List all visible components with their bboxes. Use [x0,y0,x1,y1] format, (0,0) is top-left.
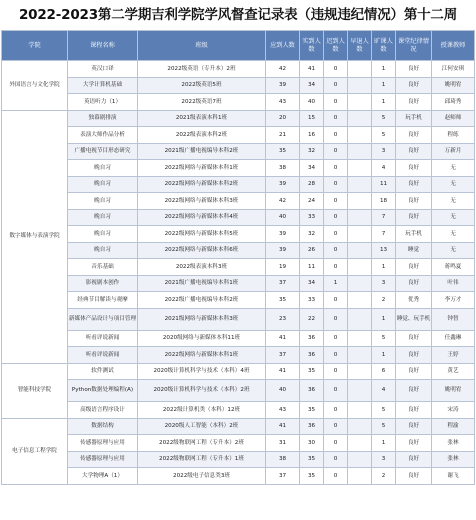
expected-count-cell: 37 [266,347,300,364]
teacher-cell: 任鑫琳 [432,330,475,347]
absent-count-cell: 18 [372,193,396,210]
course-cell: 经典节目解读与观摩 [68,292,138,309]
late-count-cell: 0 [324,451,348,468]
discipline-cell: 良好 [396,61,432,78]
present-count-cell: 32 [300,226,324,243]
teacher-cell: 无 [432,160,475,177]
absent-count-cell: 1 [372,77,396,94]
present-count-cell: 36 [300,418,324,435]
table-row [2,110,475,127]
table-row [2,451,475,468]
teacher-cell: 赵师师 [432,110,475,127]
expected-count-cell: 35 [266,292,300,309]
discipline-cell: 玩手机 [396,110,432,127]
expected-count-cell: 40 [266,209,300,226]
course-cell: 英语听力（1） [68,94,138,111]
discipline-cell: 良好 [396,259,432,276]
present-count-cell: 33 [300,209,324,226]
absent-count-cell: 2 [372,292,396,309]
early-leave-cell [348,275,372,292]
column-header: 应到人数 [266,31,300,61]
teacher-cell: 张林 [432,435,475,452]
table-row [2,347,475,364]
early-leave-cell [348,363,372,380]
table-row [2,363,475,380]
teacher-cell: 钟智 [432,308,475,330]
early-leave-cell [348,209,372,226]
teacher-cell: 程练 [432,127,475,144]
expected-count-cell: 43 [266,94,300,111]
class-cell: 2020级网络与新媒体本科11班 [138,330,266,347]
course-cell: 数据结构 [68,418,138,435]
page-title: 2022-2023第二学期吉利学院学风督查记录表（违规违纪情况）第十二周 [18,7,458,23]
class-cell: 2022级网络与新媒体本科2班 [138,176,266,193]
expected-count-cell: 20 [266,110,300,127]
expected-count-cell: 39 [266,176,300,193]
early-leave-cell [348,110,372,127]
table-row [2,242,475,259]
late-count-cell: 0 [324,127,348,144]
table-row [2,226,475,243]
late-count-cell: 0 [324,77,348,94]
present-count-cell: 34 [300,77,324,94]
table-row [2,127,475,144]
course-cell: 高级语言程序设计 [68,402,138,419]
discipline-cell: 良好 [396,435,432,452]
table-row [2,275,475,292]
discipline-cell: 良好 [396,451,432,468]
course-cell: 晚自习 [68,193,138,210]
table-row [2,77,475,94]
teacher-cell: 无 [432,193,475,210]
early-leave-cell [348,308,372,330]
expected-count-cell: 39 [266,242,300,259]
course-cell: 听看评说新闻 [68,330,138,347]
absent-count-cell: 4 [372,380,396,402]
teacher-cell: 程渝 [432,418,475,435]
teacher-cell: 无 [432,176,475,193]
class-cell: 2021级广播电视编导本科2班 [138,143,266,160]
late-count-cell: 0 [324,94,348,111]
late-count-cell: 0 [324,160,348,177]
early-leave-cell [348,176,372,193]
present-count-cell: 36 [300,330,324,347]
late-count-cell: 0 [324,176,348,193]
expected-count-cell: 41 [266,330,300,347]
absent-count-cell: 7 [372,226,396,243]
teacher-cell: 江何安琪 [432,61,475,78]
present-count-cell: 33 [300,292,324,309]
class-cell: 2022级表演本科2班 [138,127,266,144]
class-cell: 2022级表演本科3班 [138,259,266,276]
teacher-cell: 姚明宥 [432,380,475,402]
discipline-cell: 良好 [396,347,432,364]
late-count-cell: 0 [324,292,348,309]
attendance-table [1,30,475,485]
table-row [2,94,475,111]
expected-count-cell: 21 [266,127,300,144]
course-cell: 大学物理A（1） [68,468,138,485]
early-leave-cell [348,242,372,259]
early-leave-cell [348,143,372,160]
teacher-cell: 蒋鸣夏 [432,259,475,276]
discipline-cell: 良好 [396,275,432,292]
discipline-cell: 良好 [396,363,432,380]
absent-count-cell: 5 [372,402,396,419]
absent-count-cell: 3 [372,143,396,160]
absent-count-cell: 13 [372,242,396,259]
class-cell: 2022级网络与新媒体本科5班 [138,226,266,243]
discipline-cell: 睡觉 [396,242,432,259]
early-leave-cell [348,347,372,364]
expected-count-cell: 23 [266,308,300,330]
present-count-cell: 34 [300,275,324,292]
absent-count-cell: 7 [372,209,396,226]
teacher-cell: 邱琦秀 [432,94,475,111]
class-cell: 2021级广播电视编导本科1班 [138,275,266,292]
late-count-cell: 0 [324,330,348,347]
teacher-cell: 姚明宥 [432,77,475,94]
late-count-cell: 0 [324,143,348,160]
course-cell: 晚自习 [68,242,138,259]
late-count-cell: 0 [324,242,348,259]
column-header: 旷课人数 [372,31,396,61]
expected-count-cell: 40 [266,380,300,402]
absent-count-cell: 6 [372,363,396,380]
present-count-cell: 32 [300,143,324,160]
class-cell: 2022级物联网工程（专升本）2班 [138,435,266,452]
absent-count-cell: 3 [372,275,396,292]
college-cell: 电子信息工程学院 [2,418,68,484]
late-count-cell: 0 [324,226,348,243]
discipline-cell: 良好 [396,160,432,177]
teacher-cell: 张林 [432,451,475,468]
column-header: 课堂纪律情况 [396,31,432,61]
course-cell: 大学计算机基础 [68,77,138,94]
late-count-cell: 1 [324,275,348,292]
discipline-cell: 良好 [396,143,432,160]
course-cell: 晚自习 [68,209,138,226]
early-leave-cell [348,435,372,452]
table-row [2,259,475,276]
absent-count-cell: 11 [372,176,396,193]
class-cell: 2020级人工智能（本科）2班 [138,418,266,435]
course-cell: 传感器原理与应用 [68,451,138,468]
late-count-cell: 0 [324,347,348,364]
class-cell: 2022级网络与新媒体本科3班 [138,193,266,210]
table-body [2,61,475,485]
discipline-cell: 良好 [396,77,432,94]
class-cell: 2022级英语（专升本）2班 [138,61,266,78]
course-cell: 独幕剧排演 [68,110,138,127]
absent-count-cell: 5 [372,127,396,144]
class-cell: 2022级网络与新媒体本科4班 [138,209,266,226]
course-cell: 听看评说新闻 [68,347,138,364]
expected-count-cell: 19 [266,259,300,276]
teacher-cell: 无 [432,209,475,226]
course-cell: 广播电视节目形态研究 [68,143,138,160]
expected-count-cell: 37 [266,275,300,292]
discipline-cell: 良好 [396,380,432,402]
teacher-cell: 谢飞 [432,468,475,485]
absent-count-cell: 1 [372,259,396,276]
present-count-cell: 35 [300,402,324,419]
expected-count-cell: 43 [266,402,300,419]
discipline-cell: 良好 [396,209,432,226]
course-cell: 音乐基础 [68,259,138,276]
early-leave-cell [348,94,372,111]
late-count-cell: 0 [324,209,348,226]
teacher-cell: 王婷 [432,347,475,364]
course-cell: 晚自习 [68,176,138,193]
discipline-cell: 良好 [396,418,432,435]
table-row [2,61,475,78]
class-cell: 2022级网络与新媒体本科1班 [138,160,266,177]
table-row [2,176,475,193]
present-count-cell: 15 [300,110,324,127]
expected-count-cell: 41 [266,363,300,380]
early-leave-cell [348,226,372,243]
expected-count-cell: 37 [266,468,300,485]
teacher-cell: 宋涛 [432,402,475,419]
table-row [2,468,475,485]
absent-count-cell: 1 [372,308,396,330]
late-count-cell: 0 [324,468,348,485]
late-count-cell: 0 [324,61,348,78]
teacher-cell: 李万才 [432,292,475,309]
course-cell: Python数据处理编程(A) [68,380,138,402]
course-cell: 影视剧本创作 [68,275,138,292]
column-header: 授课教师 [432,31,475,61]
present-count-cell: 35 [300,468,324,485]
present-count-cell: 28 [300,176,324,193]
absent-count-cell: 1 [372,94,396,111]
course-cell: 晚自习 [68,226,138,243]
present-count-cell: 16 [300,127,324,144]
absent-count-cell: 1 [372,61,396,78]
present-count-cell: 26 [300,242,324,259]
expected-count-cell: 42 [266,193,300,210]
table-row [2,330,475,347]
expected-count-cell: 38 [266,451,300,468]
college-cell: 智能科技学院 [2,363,68,418]
teacher-cell: 叶伟 [432,275,475,292]
column-header: 班级 [138,31,266,61]
teacher-cell: 无 [432,242,475,259]
discipline-cell: 睡觉、玩手机 [396,308,432,330]
discipline-cell: 良好 [396,193,432,210]
early-leave-cell [348,61,372,78]
absent-count-cell: 1 [372,347,396,364]
discipline-cell: 良好 [396,127,432,144]
early-leave-cell [348,451,372,468]
expected-count-cell: 35 [266,143,300,160]
early-leave-cell [348,160,372,177]
present-count-cell: 30 [300,435,324,452]
class-cell: 2022级英语5班 [138,77,266,94]
present-count-cell: 11 [300,259,324,276]
class-cell: 2022级英语7班 [138,94,266,111]
class-cell: 2020级计算机科学与技术（本科）4班 [138,363,266,380]
absent-count-cell: 1 [372,435,396,452]
early-leave-cell [348,77,372,94]
absent-count-cell: 2 [372,468,396,485]
present-count-cell: 36 [300,347,324,364]
absent-count-cell: 5 [372,418,396,435]
present-count-cell: 41 [300,61,324,78]
discipline-cell: 良好 [396,176,432,193]
expected-count-cell: 39 [266,77,300,94]
table-row [2,418,475,435]
column-header: 课程名称 [68,31,138,61]
early-leave-cell [348,330,372,347]
class-cell: 2022级网络与新媒体本科6班 [138,242,266,259]
early-leave-cell [348,418,372,435]
course-cell: 英汉口译 [68,61,138,78]
expected-count-cell: 42 [266,61,300,78]
absent-count-cell: 5 [372,110,396,127]
late-count-cell: 0 [324,193,348,210]
expected-count-cell: 38 [266,160,300,177]
present-count-cell: 34 [300,160,324,177]
late-count-cell: 0 [324,380,348,402]
table-row [2,380,475,402]
early-leave-cell [348,193,372,210]
absent-count-cell: 4 [372,160,396,177]
expected-count-cell: 31 [266,435,300,452]
course-cell: 晚自习 [68,160,138,177]
college-cell: 数字媒体与表演学院 [2,110,68,363]
early-leave-cell [348,292,372,309]
late-count-cell: 0 [324,259,348,276]
late-count-cell: 0 [324,402,348,419]
table-row [2,143,475,160]
early-leave-cell [348,259,372,276]
teacher-cell: 黄艺 [432,363,475,380]
discipline-cell: 良好 [396,330,432,347]
early-leave-cell [348,402,372,419]
expected-count-cell: 41 [266,418,300,435]
absent-count-cell: 5 [372,330,396,347]
discipline-cell: 优秀 [396,292,432,309]
table-row [2,308,475,330]
table-row [2,160,475,177]
column-header: 学院 [2,31,68,61]
early-leave-cell [348,380,372,402]
table-row [2,193,475,210]
college-cell: 外国语言与文化学院 [2,61,68,111]
present-count-cell: 35 [300,451,324,468]
class-cell: 2022级电子信息类3班 [138,468,266,485]
class-cell: 2022级物联网工程（专升本）1班 [138,451,266,468]
present-count-cell: 35 [300,363,324,380]
class-cell: 2022级广播电视编导本科2班 [138,292,266,309]
present-count-cell: 24 [300,193,324,210]
class-cell: 2021级表演本科1班 [138,110,266,127]
early-leave-cell [348,127,372,144]
course-cell: 新媒体产品设计与项目管理 [68,308,138,330]
late-count-cell: 0 [324,363,348,380]
late-count-cell: 0 [324,110,348,127]
class-cell: 2022级网络与新媒体本科1班 [138,347,266,364]
course-cell: 软件测试 [68,363,138,380]
late-count-cell: 0 [324,308,348,330]
discipline-cell: 良好 [396,402,432,419]
table-row [2,402,475,419]
teacher-cell: 万新月 [432,143,475,160]
present-count-cell: 36 [300,380,324,402]
discipline-cell: 玩手机 [396,226,432,243]
column-header: 早退人数 [348,31,372,61]
discipline-cell: 良好 [396,94,432,111]
early-leave-cell [348,468,372,485]
expected-count-cell: 39 [266,226,300,243]
present-count-cell: 40 [300,94,324,111]
column-header: 实到人数 [300,31,324,61]
table-row [2,209,475,226]
table-row [2,292,475,309]
class-cell: 2021级网络与新媒体本科3班 [138,308,266,330]
class-cell: 2022级计算机类（本科）12班 [138,402,266,419]
late-count-cell: 0 [324,435,348,452]
column-header: 迟到人数 [324,31,348,61]
header-row [2,31,475,61]
teacher-cell: 无 [432,226,475,243]
table-row [2,435,475,452]
discipline-cell: 良好 [396,468,432,485]
late-count-cell: 0 [324,418,348,435]
class-cell: 2020级计算机科学与技术（本科）2班 [138,380,266,402]
course-cell: 表演大师作品分析 [68,127,138,144]
present-count-cell: 22 [300,308,324,330]
course-cell: 传感器原理与应用 [68,435,138,452]
absent-count-cell: 3 [372,451,396,468]
